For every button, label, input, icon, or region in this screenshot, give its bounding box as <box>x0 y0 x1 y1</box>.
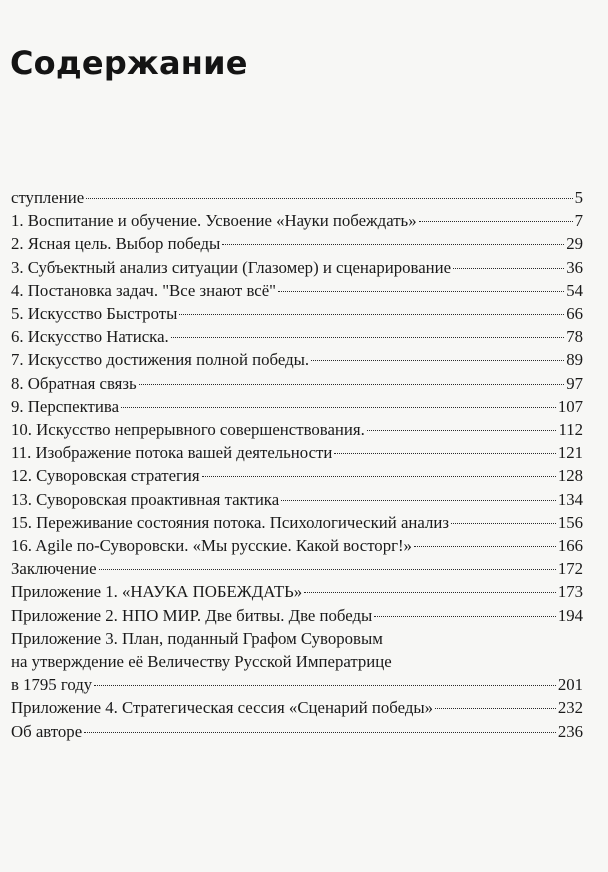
toc-entry <box>11 441 583 464</box>
toc-entry-page: 201 <box>557 675 583 695</box>
toc-entry <box>11 696 583 719</box>
toc-entry-page: 166 <box>557 536 583 556</box>
toc-entry-label: 12. Суворовская стратегия <box>11 466 200 486</box>
toc-entry-label: Приложение 1. «НАУКА ПОБЕЖДАТЬ» <box>11 582 303 602</box>
toc-entry-label: 10. Искусство непрерывного совершенствования. <box>11 420 365 440</box>
toc-entry-label: 15. Переживание состояния потока. Психологический анализ <box>11 512 449 532</box>
toc-entry-label: Приложение 4. Стратегическая сессия «Сценарий победы» <box>11 698 434 718</box>
toc-entry <box>11 279 583 302</box>
toc-entry <box>11 464 583 487</box>
toc-entry-label: Заключение <box>11 559 97 579</box>
dot-leader <box>278 291 564 292</box>
dot-leader <box>281 500 556 501</box>
toc-entry-page: 112 <box>558 420 583 440</box>
page-title: Содержание <box>10 44 248 82</box>
toc-entry-page: 107 <box>557 396 583 416</box>
toc-entry-label: 6. Искусство Натиска. <box>11 327 169 347</box>
toc-entry-page: 236 <box>557 721 583 741</box>
toc-entry <box>11 372 583 395</box>
dot-leader <box>367 430 557 431</box>
toc-entry-label: 1. Воспитание и обучение. Усвоение «Науки побеждать» <box>11 211 417 231</box>
toc-entry-page: 128 <box>557 466 583 486</box>
toc-entry <box>11 511 583 534</box>
toc-entry-multiline <box>11 627 583 697</box>
toc-entry <box>11 557 583 580</box>
toc-entry-page: 89 <box>566 350 583 370</box>
toc-entry-last-line <box>11 673 583 696</box>
toc-entry-label: в 1795 году <box>11 675 93 695</box>
toc-entry-page: 172 <box>557 559 583 579</box>
toc-entry-label: 8. Обратная связь <box>11 373 137 393</box>
toc-entry-page: 54 <box>566 280 583 300</box>
toc-entry-page: 97 <box>566 373 583 393</box>
toc-entry-page: 156 <box>557 512 583 532</box>
toc-entry <box>11 580 583 603</box>
dot-leader <box>311 360 564 361</box>
dot-leader <box>435 708 556 709</box>
dot-leader <box>139 384 565 385</box>
toc-entry <box>11 348 583 371</box>
dot-leader <box>86 198 572 199</box>
dot-leader <box>304 592 556 593</box>
toc-entry <box>11 418 583 441</box>
toc-entry-label: 5. Искусство Быстроты <box>11 304 178 324</box>
toc-entry-page: 7 <box>574 211 583 231</box>
toc-entry <box>11 302 583 325</box>
toc-entry <box>11 604 583 627</box>
toc-entry-page: 194 <box>557 605 583 625</box>
dot-leader <box>222 244 564 245</box>
toc-entry-page: 134 <box>557 489 583 509</box>
dot-leader <box>334 453 555 454</box>
toc-entry <box>11 256 583 279</box>
toc-entry-label: 13. Суворовская проактивная тактика <box>11 489 280 509</box>
toc-entry <box>11 232 583 255</box>
toc-entry-label: Приложение 2. НПО МИР. Две битвы. Две победы <box>11 605 373 625</box>
toc-entry-label: 7. Искусство достижения полной победы. <box>11 350 310 370</box>
toc-entry-page: 29 <box>566 234 583 254</box>
toc-entry <box>11 534 583 557</box>
toc-entry <box>11 488 583 511</box>
toc-entry-page: 232 <box>557 698 583 718</box>
dot-leader <box>99 569 556 570</box>
dot-leader <box>171 337 565 338</box>
toc-entry-label: 2. Ясная цель. Выбор победы <box>11 234 221 254</box>
dot-leader <box>453 268 564 269</box>
toc-entry <box>11 720 583 743</box>
dot-leader <box>414 546 556 547</box>
toc-entry-line: на утверждение её Величеству Русской Императрице <box>11 652 392 672</box>
dot-leader <box>451 523 556 524</box>
toc-entry <box>11 209 583 232</box>
toc-entry-label: Об авторе <box>11 721 83 741</box>
toc-entry-page: 36 <box>566 257 583 277</box>
toc-entry-page: 173 <box>557 582 583 602</box>
dot-leader <box>179 314 564 315</box>
toc-entry <box>11 395 583 418</box>
table-of-contents <box>11 186 583 743</box>
toc-entry <box>11 186 583 209</box>
toc-entry-page: 5 <box>574 188 583 207</box>
toc-entry-label: ступление <box>11 188 85 207</box>
toc-entry-page: 121 <box>557 443 583 463</box>
toc-entry <box>11 325 583 348</box>
toc-entry-label: 16. Agile по-Суворовски. «Мы русские. Какой восторг!» <box>11 536 412 556</box>
toc-entry-line: Приложение 3. План, поданный Графом Суворовым <box>11 628 383 648</box>
toc-entry-label: 11. Изображение потока вашей деятельности <box>11 443 333 463</box>
toc-entry-page: 66 <box>566 304 583 324</box>
toc-entry-label: 9. Перспектива <box>11 396 120 416</box>
dot-leader <box>202 476 556 477</box>
dot-leader <box>419 221 573 222</box>
toc-entry-label: 3. Субъектный анализ ситуации (Глазомер) и сценарирование <box>11 257 452 277</box>
dot-leader <box>121 407 556 408</box>
toc-entry-page: 78 <box>566 327 583 347</box>
dot-leader <box>84 732 556 733</box>
toc-entry-label: 4. Постановка задач. "Все знают всё" <box>11 280 277 300</box>
dot-leader <box>94 685 556 686</box>
dot-leader <box>374 616 556 617</box>
